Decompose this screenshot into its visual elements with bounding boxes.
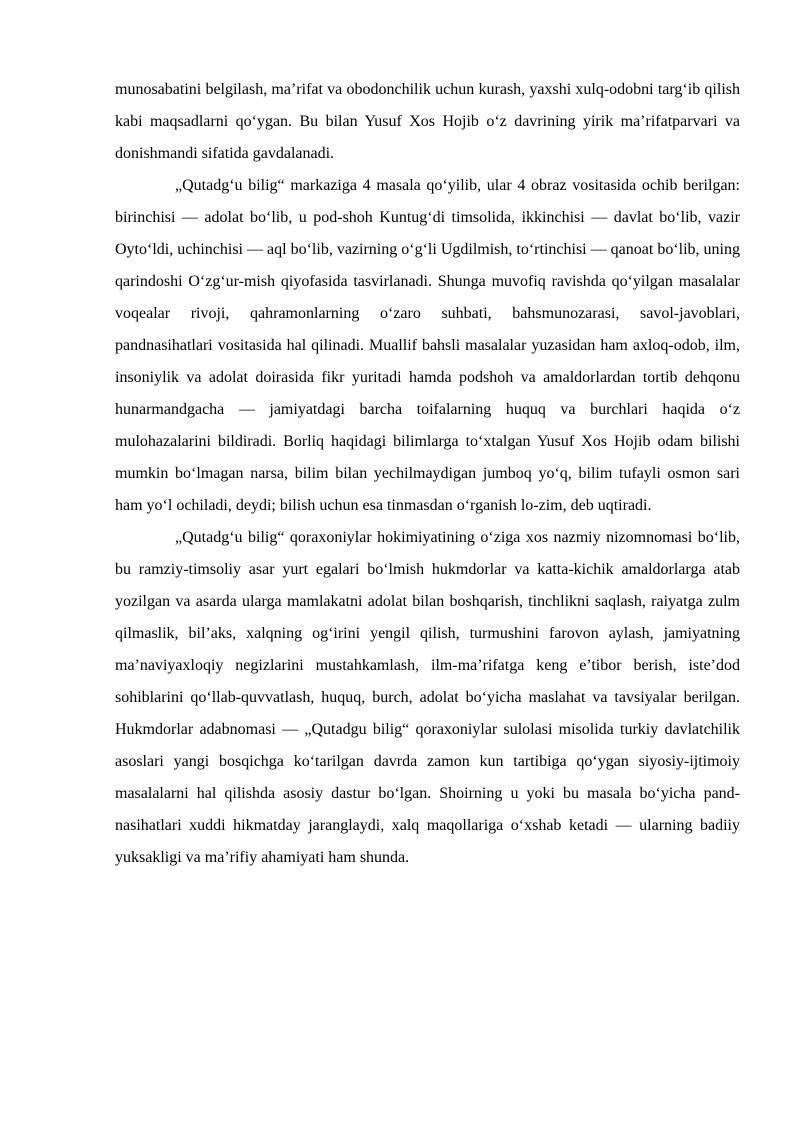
paragraph-qutadgu-bilig-themes: „Qutadg‘u bilig“ markaziga 4 masala qo‘yilib, ular 4 obraz vositasida ochib berilgan: birinchisi — adolat bo‘lib, u pod-shoh Kuntug‘di timsolida, ikkinchisi — davlat bo‘lib, vazir Oyto‘ldi, uchinchisi — aql bo‘lib, vazirning o‘g‘li Ugdilmish, to‘rtinchisi — qanoat bo‘lib, uning qarindoshi O‘zg‘ur-mish qiyofasida tasvirlanadi. Shunga muvofiq ravishda qo‘yilgan masalalar voqealar rivoji, qahramonlarning o‘zaro suhbati, bahsmunozarasi, savol-javoblari, pandnasihatlari vositasida hal qilinadi. Muallif bahsli masalalar yuzasidan ham axloq-odob, ilm, insoniylik va adolat doirasida fikr yuritadi hamda podshoh va amaldorlardan tortib dehqonu hunarmandgacha — jamiyatdagi barcha toifalarning huquq va burchlari haqida o‘z mulohazalarini bildiradi. Borliq haqidagi bilimlarga to‘xtalgan Yusuf Xos Hojib odam bilishi mumkin bo‘lmagan narsa, bilim bilan yechilmaydigan jumboq yo‘q, bilim tufayli osmon sari ham yo‘l ochiladi, deydi; bilish uchun esa tinmasdan o‘rganish lo-zim, deb uqtiradi. bbox=[115, 177, 740, 514]
paragraph-qutadgu-bilig-governance: „Qutadg‘u bilig“ qoraxoniylar hokimiyatining o‘ziga xos nazmiy nizomnomasi bo‘lib, bu ramziy-timsoliy asar yurt egalari bo‘lmish hukmdorlar va katta-kichik amaldorlarga atab yozilgan va asarda ularga mamlakatni adolat bilan boshqarish, tinchlikni saqlash, raiyatga zulm qilmaslik, bil’aks, xalqning og‘irini yengil qilish, turmushini farovon aylash, jamiyatning ma’naviyaxloqiy negizlarini mustahkamlash, ilm-ma’rifatga keng e’tibor berish, iste’dod sohiblarini qo‘llab-quvvatlash, huquq, burch, adolat bo‘yicha maslahat va tavsiyalar berilgan. Hukmdorlar adabnomasi — „Qutadgu bilig“ qoraxoniylar sulolasi misolida turkiy davlatchilik asoslari yangi bosqichga ko‘tarilgan davrda zamon kun tartibiga qo‘ygan siyosiy-ijtimoiy masalalarni hal qilishda asosiy dastur bo‘lgan. Shoirning u yoki bu masala bo‘yicha pand-nasihatlari xuddi hikmatday jaranglaydi, xalq maqollariga o‘xshab ketadi — ularning badiiy yuksakligi va ma’rifiy ahamiyati ham shunda. bbox=[115, 529, 740, 866]
paragraph-continuation: munosabatini belgilash, ma’rifat va obodonchilik uchun kurash, yaxshi xulq-odobni targ‘ib qilish kabi maqsadlarni qo‘ygan. Bu bilan Yusuf Xos Hojib o‘z davrining yirik ma’rifatparvari va donishmandi sifatida gavdalanadi. bbox=[115, 81, 740, 162]
document-page bbox=[115, 74, 740, 874]
